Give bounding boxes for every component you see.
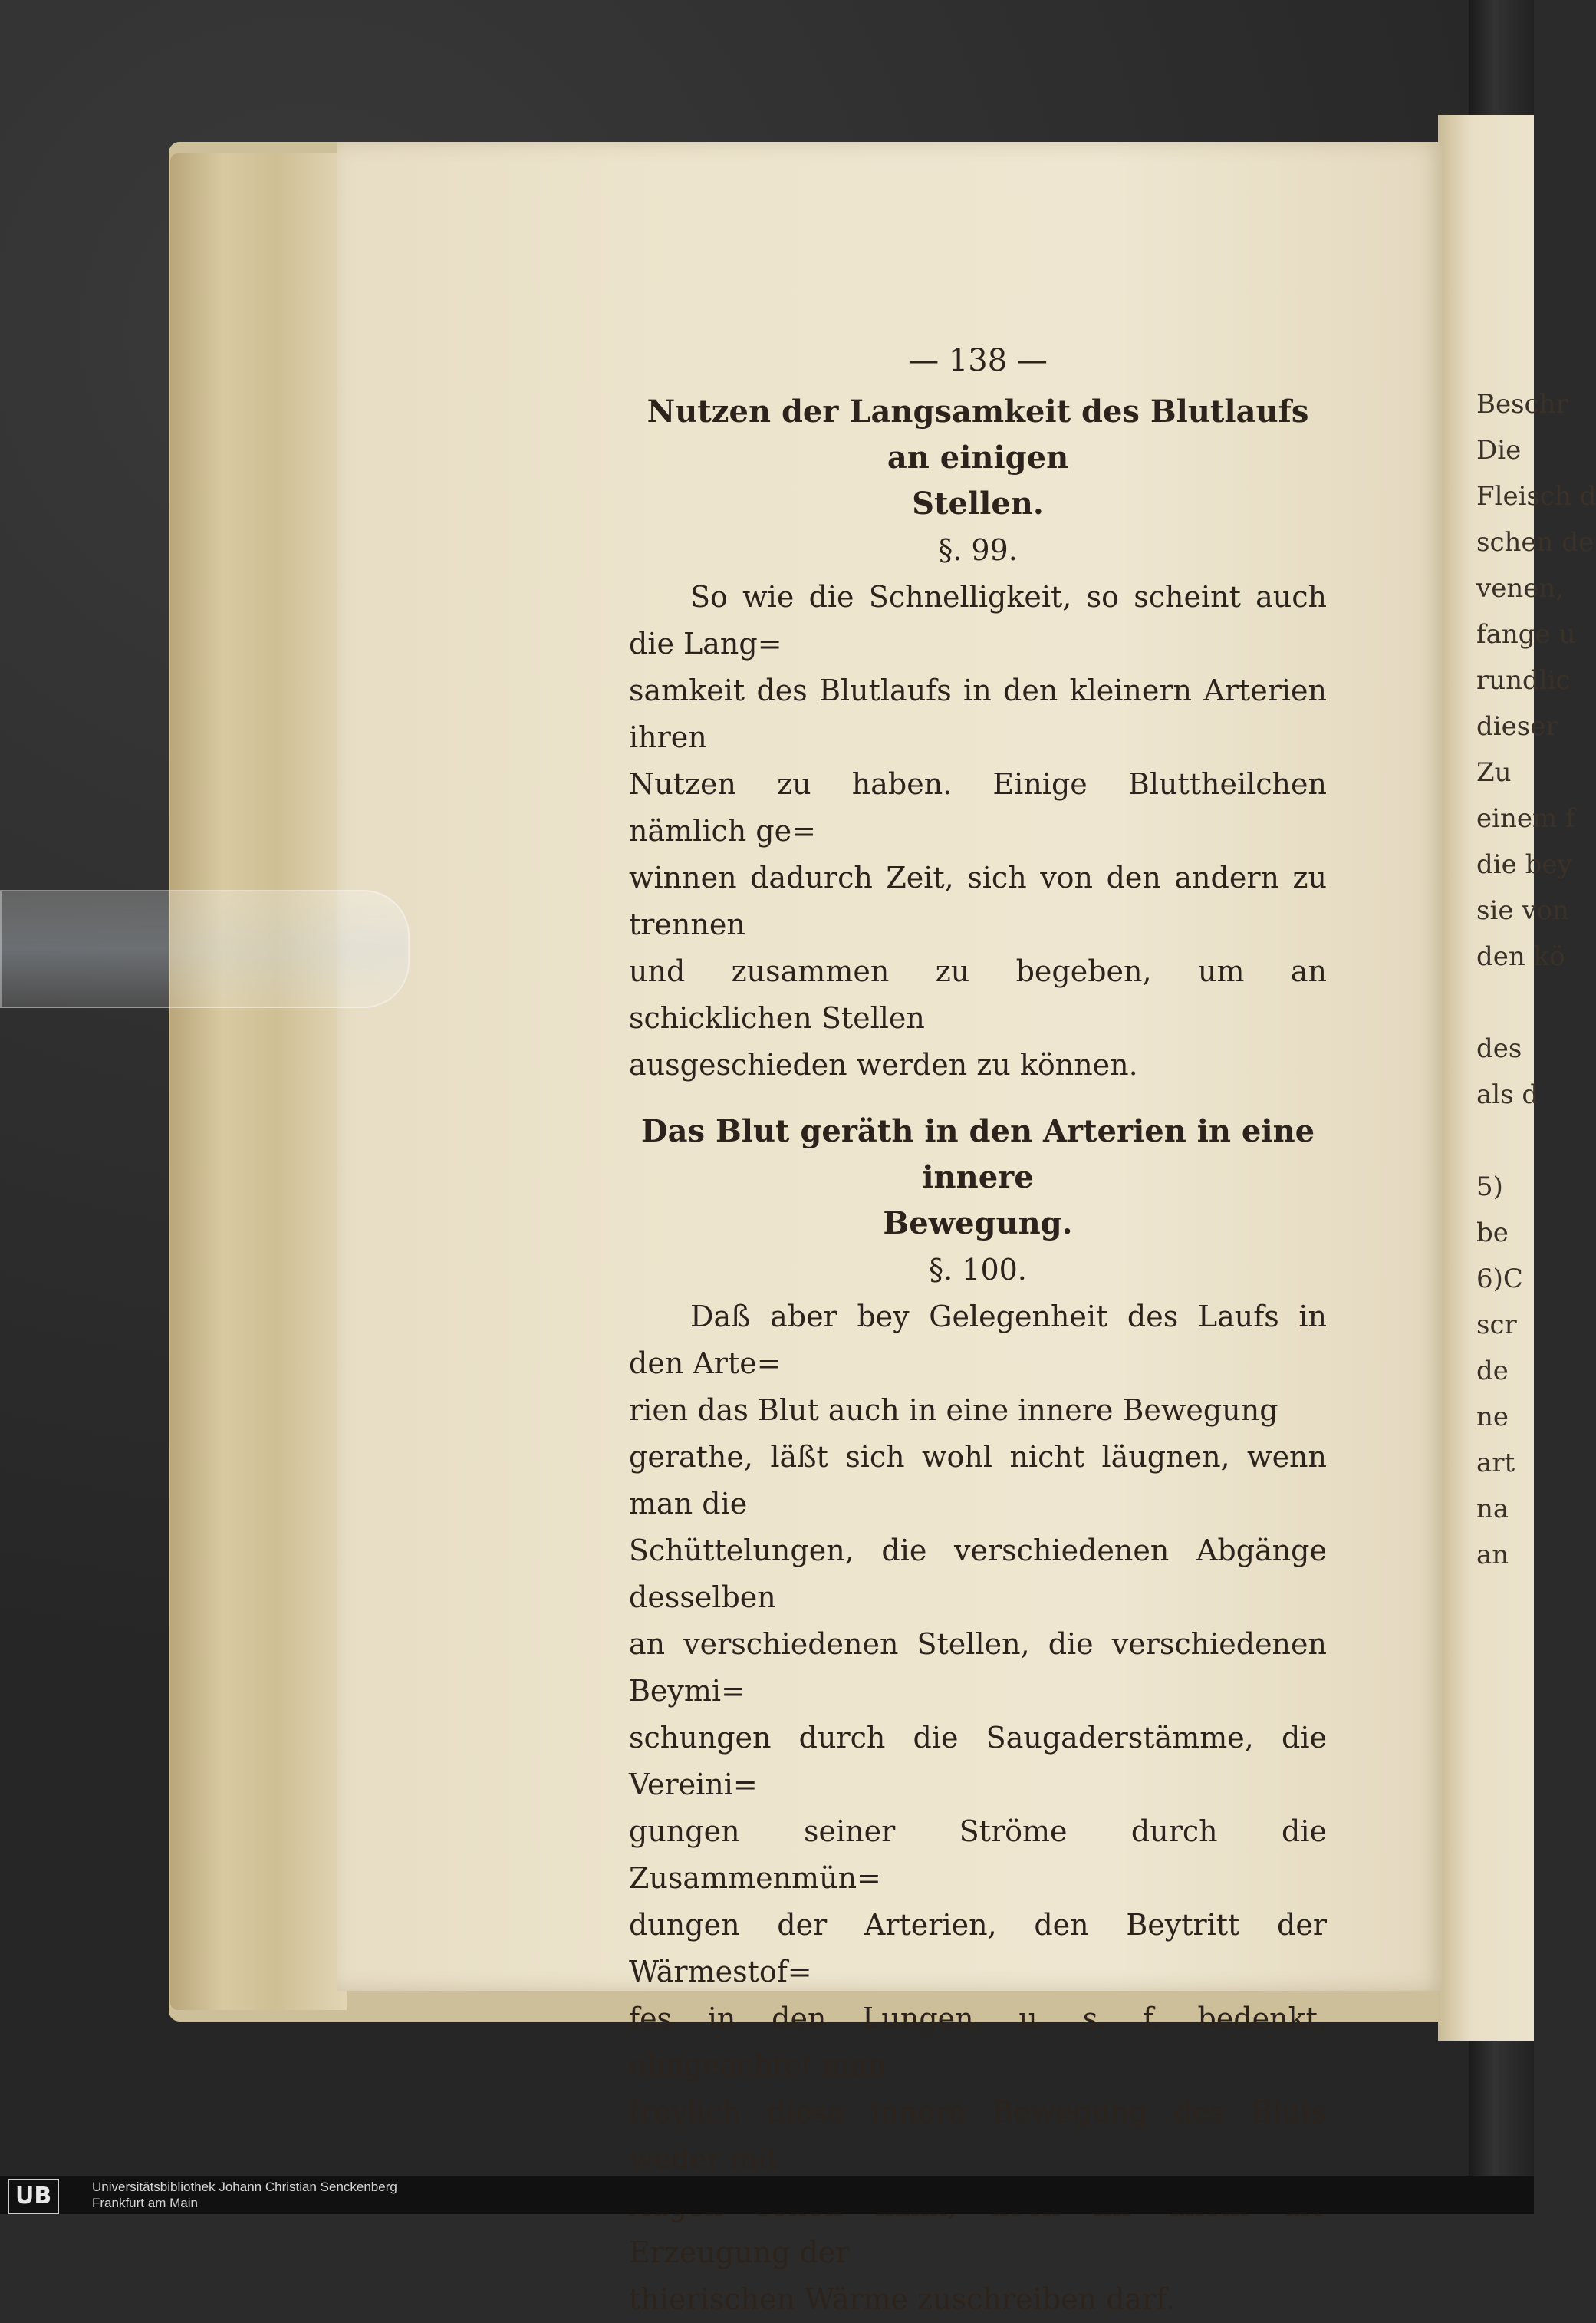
facing-line: scr (1476, 1310, 1517, 1340)
facing-page (1438, 115, 1596, 2041)
heading-line: Bewegung. (883, 1205, 1073, 1241)
facing-line: des (1476, 1033, 1522, 1064)
facing-line: die bey (1476, 849, 1572, 880)
facing-line: venen, (1476, 573, 1565, 604)
facing-line: schen de (1476, 527, 1594, 558)
text-line: gungen seiner Ströme durch die Zusammenmün= (629, 1814, 1327, 1895)
section-heading-99 (629, 389, 1327, 527)
paragraph-mark: §. 99. (938, 533, 1018, 567)
facing-line: an (1476, 1540, 1509, 1570)
facing-line: dieser (1476, 711, 1558, 742)
facing-line: den kö (1476, 941, 1565, 972)
page-text (629, 338, 1327, 2323)
footer-bar (0, 2176, 1534, 2214)
section-heading-100 (629, 1109, 1327, 1247)
text-line: freylich diese innere Bewegung des Bluts weder mit (629, 2095, 1327, 2176)
heading-line: Das Blut geräth in den Arterien in eine innere (640, 1113, 1315, 1195)
facing-line: na (1476, 1494, 1509, 1524)
text-line: Erzeugung der (629, 2236, 850, 2269)
facing-line (1476, 1128, 1534, 1174)
page-number: — 138 — (908, 343, 1048, 378)
paragraph-mark: §. 100. (929, 1253, 1027, 1287)
facing-line: 5) (1476, 1171, 1503, 1202)
text-line: samkeit des Blutlaufs in den kleinern Arterien ihren (629, 674, 1327, 754)
paragraph-99 (629, 574, 1327, 1089)
facing-line: art (1476, 1448, 1515, 1478)
text-line: ausgeschieden werden zu können. (629, 1048, 1138, 1082)
text-line: an verschiedenen Stellen, die verschiedenen Beymi= (629, 1627, 1327, 1708)
facing-line: Zu (1476, 757, 1512, 788)
facing-line: be (1476, 1218, 1509, 1248)
text-line: schungen durch die Saugaderstämme, die Vereini= (629, 1721, 1327, 1801)
facing-line: als d (1476, 1079, 1539, 1110)
heading-line: Nutzen der Langsamkeit des Blutlaufs an einigen (647, 394, 1309, 476)
heading-line: Stellen. (912, 486, 1044, 522)
facing-line: de (1476, 1356, 1509, 1386)
text-line: So wie die Schnelligkeit, so scheint auch die Lang= (629, 580, 1327, 661)
text-line: gerathe, läßt sich wohl nicht läugnen, wenn man die (629, 1440, 1327, 1521)
text-line: fes in den Lungen, u. s. f. bedenkt, ohngeachtet man (629, 2002, 1327, 2082)
glass-ruler (0, 890, 410, 1008)
facing-line: Fleisch d (1476, 481, 1596, 512)
page-fore-edge (170, 153, 347, 2010)
facing-line: 6)C (1476, 1264, 1523, 1294)
facing-page-text (1438, 115, 1596, 1588)
library-logo: UB (8, 2179, 59, 2214)
credit-line: Frankfurt am Main (92, 2196, 198, 2210)
facing-line: Die (1476, 435, 1522, 466)
text-line: winnen dadurch Zeit, sich von den andern zu trennen (629, 861, 1327, 941)
facing-line: ne (1476, 1402, 1509, 1432)
text-line: Daß aber bey Gelegenheit des Laufs in den Arte= (629, 1300, 1327, 1380)
text-line: thierischen Wärme zuschreiben darf. (629, 2282, 1176, 2316)
library-credit (92, 2179, 397, 2211)
paragraph-100 (629, 1293, 1327, 2323)
facing-line: einem f (1476, 803, 1575, 834)
credit-line: Universitätsbibliothek Johann Christian Senckenberg (92, 2180, 397, 2194)
text-line: rien das Blut auch in eine innere Bewegung (629, 1393, 1278, 1427)
text-line: dungen der Arterien, den Beytritt der Wärmestof= (629, 1908, 1327, 1989)
facing-line: rundlic (1476, 665, 1571, 696)
facing-line: fange u (1476, 619, 1576, 650)
facing-line: Beschr (1476, 389, 1568, 420)
text-line: und zusammen zu begeben, um an schicklichen Stellen (629, 954, 1327, 1035)
facing-line: sie von (1476, 895, 1569, 926)
text-line: Nutzen zu haben. Einige Bluttheilchen nämlich ge= (629, 767, 1327, 848)
text-line: Schüttelungen, die verschiedenen Abgänge desselben (629, 1534, 1327, 1614)
facing-line (1476, 990, 1534, 1036)
